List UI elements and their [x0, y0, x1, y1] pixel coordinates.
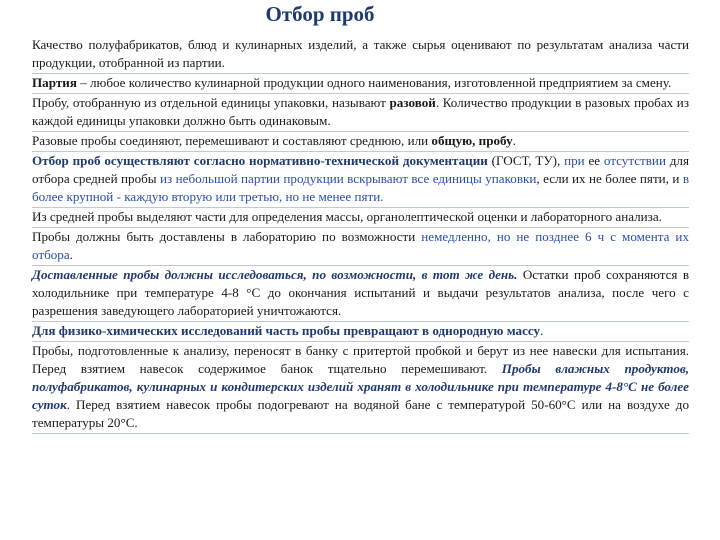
paragraph-quality-assessment — [32, 36, 689, 74]
text-segment: Пробу, отобранную из отдельной единицы упаковки, называют — [32, 95, 390, 110]
highlight-same-day: Доставленные пробы должны исследоваться, по возможности, в тот же день. — [32, 267, 518, 282]
text-segment: . — [69, 247, 73, 262]
text-segment: . Перед взятием навесок пробы подогревают на водяной бане с температурой 50-60°С или на воздухе до температуры 20°С. — [32, 397, 689, 430]
paragraph-sample-storage — [32, 266, 689, 322]
term-single-sample: разовой — [389, 95, 436, 110]
highlight-text: при — [564, 153, 585, 168]
text-segment: Пробы должны быть доставлены в лабораторию по возможности — [32, 229, 422, 244]
text-segment: для отбора средней пробы — [32, 153, 689, 186]
text-segment: Пробы, подготовленные к анализу, переносят в банку с притертой пробкой и берут из нее навески для испытания. Перед взятием навесок содержимое банок тщательно перемешивают. — [32, 343, 689, 376]
text-segment: Качество полуфабрикатов, блюд и кулинарных изделий, а также сырья оценивают по результатам анализа части продукции, отобранной из партии. — [32, 37, 689, 70]
paragraph-single-sample — [32, 94, 689, 132]
text-segment: Из средней пробы выделяют части для определения массы, органолептической оценки и лабораторного анализа. — [32, 209, 662, 224]
paragraph-sample-preparation — [32, 342, 689, 434]
text-segment: – любое количество кулинарной продукции одного наименования, изготовленной предприятием за смену. — [76, 75, 672, 90]
text-segment: Разовые пробы соединяют, перемешивают и составляют среднюю, или — [32, 133, 432, 148]
paragraph-batch-definition — [32, 74, 689, 94]
text-segment: . — [540, 323, 544, 338]
highlight-text: из небольшой партии продукции вскрывают все единицы упаковки — [160, 171, 537, 186]
highlight-wet-products: Пробы влажных продуктов, полуфабрикатов, кулинарных и кондитерских изделий хранят в холодильнике при температуре 4-8°С не более суток — [32, 361, 689, 412]
highlight-homogeneous-mass: Для физико-химических исследований часть пробы превращают в однородную массу — [32, 323, 541, 338]
highlight-text: в более крупной - каждую вторую или третью, но не менее пяти. — [32, 171, 690, 204]
term-general-sample: общую, пробу — [431, 133, 513, 148]
paragraph-delivery-time — [32, 228, 689, 266]
text-segment: , если их не более пяти, и — [536, 171, 683, 186]
paragraph-homogenization — [32, 322, 689, 342]
highlight-text: немедленно, но не позднее 6 ч с момента их отбора — [32, 229, 689, 262]
term-batch: Партия — [32, 75, 77, 90]
highlight-sampling-norms: Отбор проб осуществляют согласно нормативно-технической документации — [32, 153, 488, 168]
paragraph-combined-sample — [32, 132, 689, 152]
text-segment: Остатки проб сохраняются в холодильнике при температуре 4-8 °С до окончания испытаний и выдачи результатов анализа, после чего с разрешения заведующего лабораторией уничтожаются. — [32, 267, 690, 318]
paragraph-sample-parts — [32, 208, 689, 228]
paragraph-sampling-rules — [32, 152, 689, 208]
highlight-text: отсутствии — [603, 153, 666, 168]
text-segment: ее — [584, 153, 604, 168]
content-body — [32, 36, 689, 434]
text-segment: (ГОСТ, ТУ), — [487, 153, 565, 168]
text-segment: . Количество продукции в разовых пробах из каждой единицы упаковки должно быть одинаковым. — [32, 95, 689, 128]
text-segment: . — [512, 133, 516, 148]
slide-title: Отбор проб — [265, 2, 375, 26]
